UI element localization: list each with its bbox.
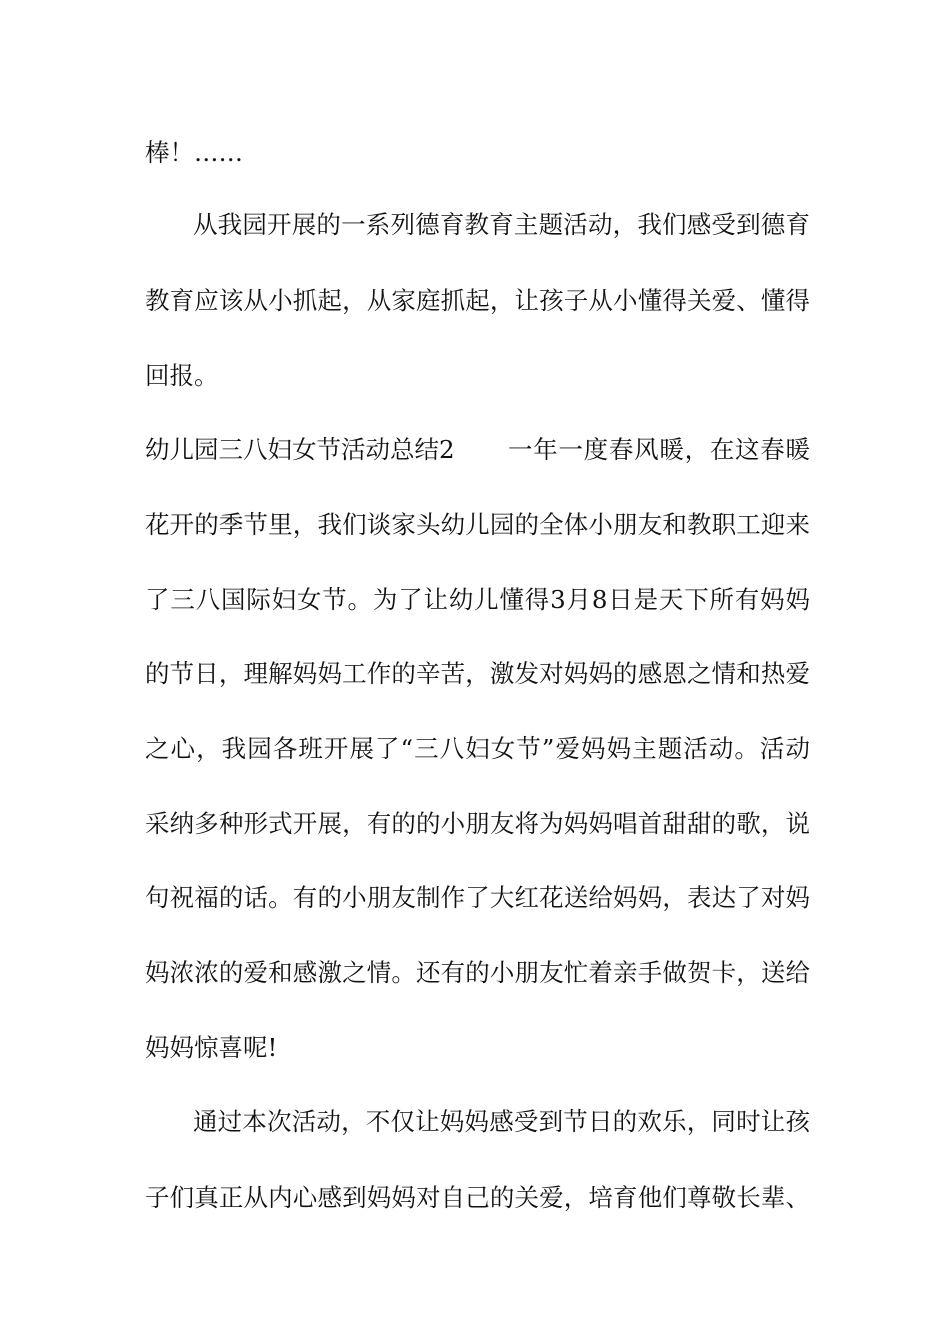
section-title: 幼儿园三八妇女节活动总结2: [145, 435, 455, 464]
text-line: 子们真正从内心感到妈妈对自己的关爱，培育他们尊敬长辈、: [145, 1183, 810, 1212]
text-line: 的节日，理解妈妈工作的辛苦，激发对妈妈的感恩之情和热爱: [145, 659, 810, 688]
text-line: 花开的季节里，我们谈家头幼儿园的全体小朋友和教职工迎来: [145, 510, 810, 539]
paragraph-first-line: 通过本次活动，不仅让妈妈感受到节日的欢乐，同时让孩: [193, 1107, 810, 1136]
text-line: 回报。: [145, 361, 219, 390]
text-line: 之心，我园各班开展了“三八妇女节”爱妈妈主题活动。活动: [145, 734, 810, 763]
text-line: 教育应该从小抓起，从家庭抓起，让孩子从小懂得关爱、懂得: [145, 286, 810, 315]
paragraph-first-line: 从我园开展的一系列德育教育主题活动，我们感受到德育: [193, 210, 810, 239]
text-line: 棒！……: [145, 138, 243, 167]
text-line: 句祝福的话。有的小朋友制作了大红花送给妈妈，表达了对妈: [145, 883, 810, 912]
text-line: 采纳多种形式开展，有的的小朋友将为妈妈唱首甜甜的歌，说: [145, 809, 810, 838]
text-line: 妈浓浓的爱和感激之情。还有的小朋友忙着亲手做贺卡，送给: [145, 958, 810, 987]
text-line: 了三八国际妇女节。为了让幼儿懂得3月8日是天下所有妈妈: [145, 585, 810, 614]
section-first-line: 一年一度春风暖，在这春暖: [508, 435, 810, 464]
text-line: 妈妈惊喜呢!: [145, 1033, 278, 1062]
